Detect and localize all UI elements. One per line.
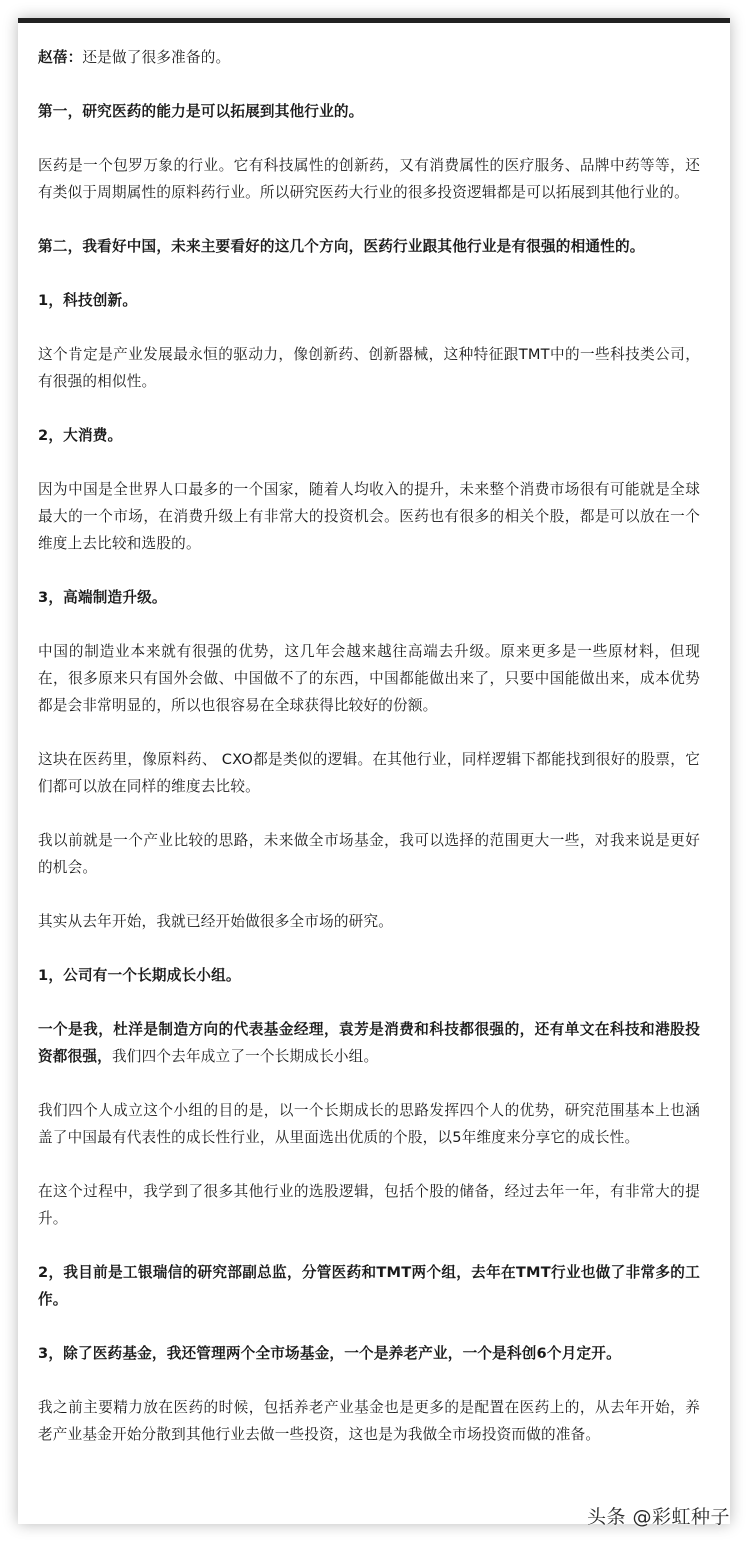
- paragraph: 因为中国是全世界人口最多的一个国家，随着人均收入的提升，未来整个消费市场很有可能就是全球最大的一个市场，在消费升级上有非常大的投资机会。医药也有很多的相关个股，都是可以放在一个维度上去比较和选股的。: [38, 481, 700, 552]
- speaker-reply: 还是做了很多准备的。: [82, 49, 231, 66]
- paragraph: 我以前就是一个产业比较的思路，未来做全市场基金，我可以选择的范围更大一些，对我来说是更好的机会。: [38, 832, 700, 876]
- heading-second-point: 第二，我看好中国，未来主要看好的这几个方向，医药行业跟其他行业是有很强的相通性的。: [38, 238, 645, 255]
- watermark: 头条 @彩虹种子: [586, 1506, 730, 1528]
- speaker-name: 赵蓓：: [38, 49, 83, 66]
- paragraph-intro: [38, 44, 700, 71]
- paragraph: 我们四个人成立这个小组的目的是，以一个长期成长的思路发挥四个人的优势，研究范围基本上也涵盖了中国最有代表性的成长性行业，从里面选出优质的个股，以5年维度来分享它的成长性。: [38, 1102, 700, 1146]
- paragraph: 我之前主要精力放在医药的时候，包括养老产业基金也是更多的是配置在医药上的，从去年开始，养老产业基金开始分散到其他行业去做一些投资，这也是为我做全市场投资而做的准备。: [38, 1399, 700, 1443]
- heading-first-point: 第一，研究医药的能力是可以拓展到其他行业的。: [38, 103, 364, 120]
- article-card: [18, 18, 730, 1524]
- subheading-funds: 3，除了医药基金，我还管理两个全市场基金，一个是养老产业，一个是科创6个月定开。: [38, 1345, 621, 1362]
- subheading-tech-innovation: 1，科技创新。: [38, 292, 138, 309]
- regular-segment: 我们四个去年成立了一个长期成长小组。: [111, 1048, 379, 1065]
- article-content: [38, 44, 700, 1475]
- paragraph: 其实从去年开始，我就已经开始做很多全市场的研究。: [38, 913, 394, 930]
- subheading-growth-group: 1，公司有一个长期成长小组。: [38, 967, 241, 984]
- paragraph: 中国的制造业本来就有很强的优势，这几年会越来越往高端去升级。原来更多是一些原材料，但现在，很多原来只有国外会做、中国做不了的东西，中国都能做出来了，只要中国能做出来，成本优势都是会非常明显的，所以也很容易在全球获得比较好的份额。: [38, 643, 700, 714]
- subheading-research-role: 2，我目前是工银瑞信的研究部副总监，分管医药和TMT两个组，去年在TMT行业也做了非常多的工作。: [38, 1264, 700, 1308]
- paragraph: 这块在医药里，像原料药、 CXO都是类似的逻辑。在其他行业，同样逻辑下都能找到很好的股票，它们都可以放在同样的维度去比较。: [38, 751, 700, 795]
- subheading-consumption: 2，大消费。: [38, 427, 123, 444]
- paragraph: 这个肯定是产业发展最永恒的驱动力，像创新药、创新器械，这种特征跟TMT中的一些科技类公司，有很强的相似性。: [38, 346, 700, 390]
- subheading-manufacturing: 3，高端制造升级。: [38, 589, 167, 606]
- paragraph: 在这个过程中，我学到了很多其他行业的选股逻辑，包括个股的储备，经过去年一年，有非常大的提升。: [38, 1183, 700, 1227]
- paragraph: 医药是一个包罗万象的行业。它有科技属性的创新药，又有消费属性的医疗服务、品牌中药等等，还有类似于周期属性的原料药行业。所以研究医药大行业的很多投资逻辑都是可以拓展到其他行业的。: [38, 157, 700, 201]
- bold-segment: 一个是我，杜洋是制造方向的代表基金经理，袁芳是消费和科技都很强的，还有单文在科技和港股投资都很强，: [38, 1021, 700, 1065]
- paragraph-mixed: [38, 1016, 700, 1070]
